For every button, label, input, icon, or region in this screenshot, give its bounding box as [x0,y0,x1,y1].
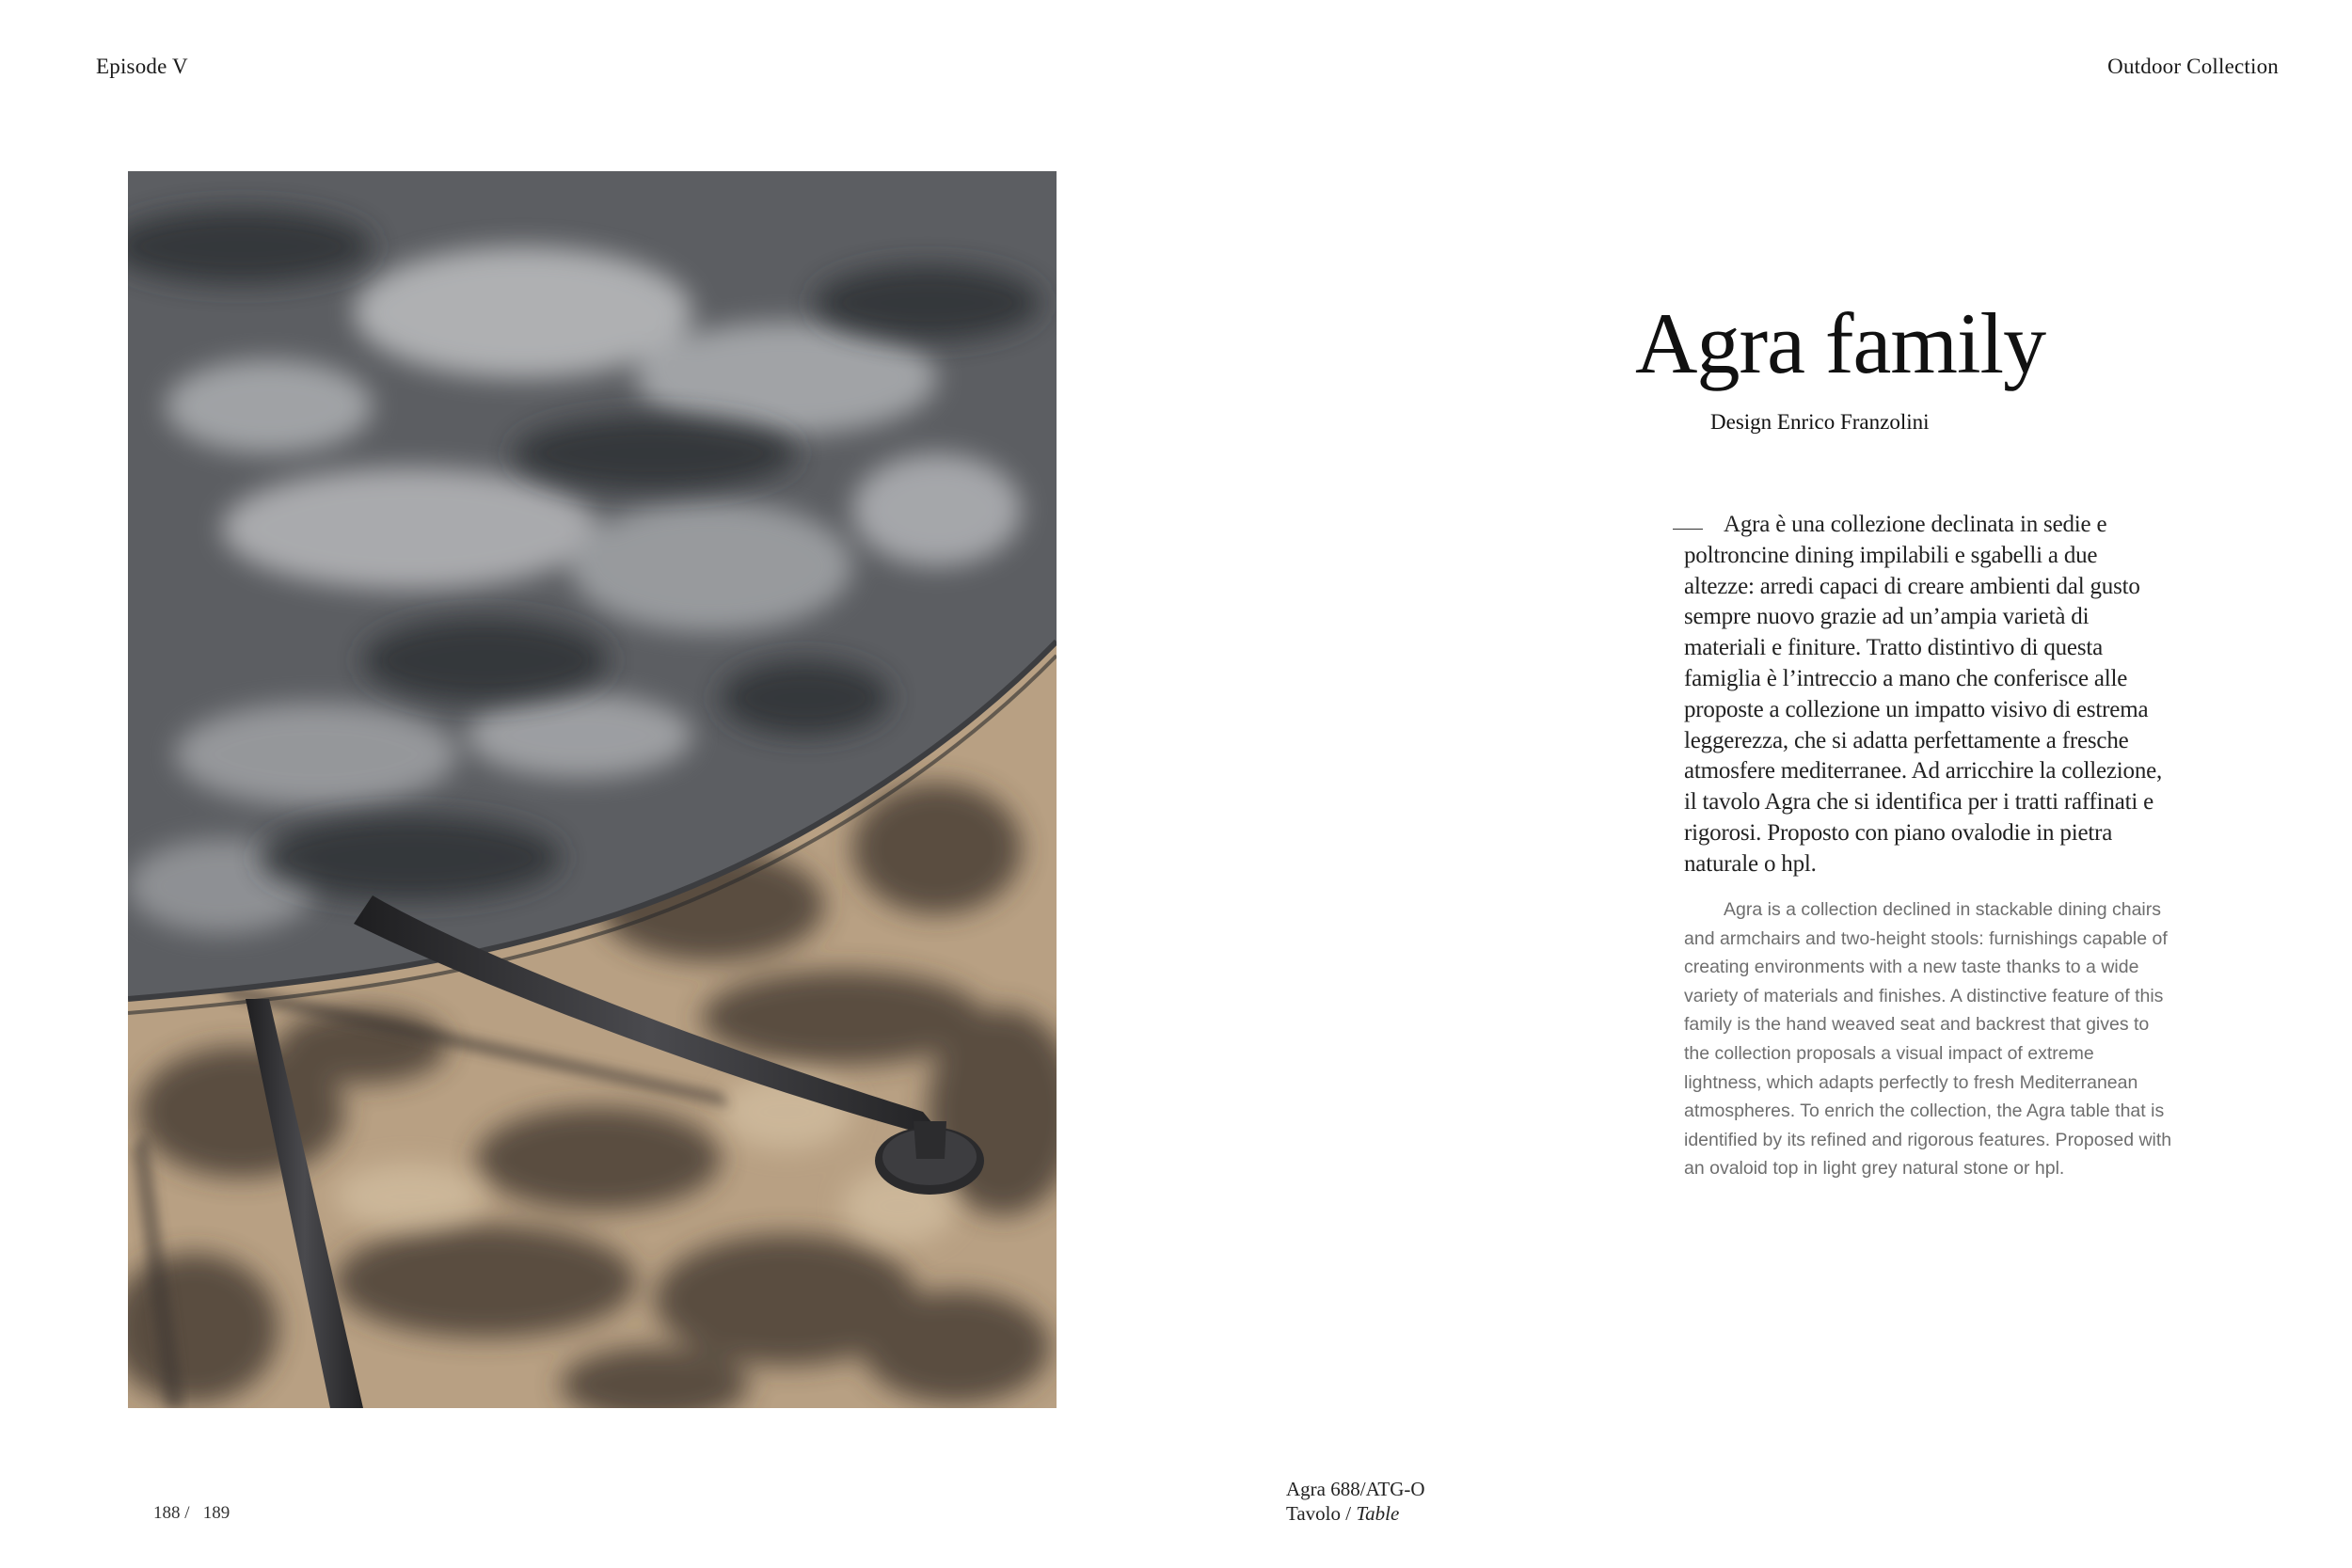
dash-divider [1673,529,1703,530]
product-type-en: Table [1356,1502,1400,1525]
collection-title: Agra family [1635,295,2046,391]
product-type-it: Tavolo [1286,1502,1342,1525]
product-type-separator: / [1341,1502,1357,1525]
description-italian [1684,510,2173,880]
description-italian-text: Agra è una collezione declinata in sedie e poltroncine dining impilabili e sgabelli a due altezze: arredi capaci di creare ambienti dal gusto sempre nuovo grazie ad un’ampia varietà di materiali e finiture. Tratto distintivo di questa famiglia è l’intreccio a mano che conferisce alle proposte a collezione un impatto visivo di estrema leggerezza, che si adatta perfettamente a fresche atmosfere mediterranee. Ad arricchire la collezione, il tavolo Agra che si identifica per i tratti raffinati e rigorosi. Proposto con piano ovalodie in pietra naturale o hpl. [1684,512,2163,877]
product-photo [128,171,1057,1408]
product-caption [1286,1477,1425,1526]
running-header-episode: Episode V [96,55,188,78]
description-english-text: Agra is a collection declined in stackable dining chairs and armchairs and two-height stools: furnishings capable of creating environments with a new taste thanks to a wide variety of materials and finishes. A distinctive feature of this family is the hand weaved seat and backrest that gives to the collection proposals a visual impact of extreme lightness, which adapts perfectly to fresh Mediterranean atmospheres. To enrich the collection, the Agra table that is identified by its refined and rigorous features. Proposed with an ovaloid top in light grey natural stone or hpl. [1684,899,2172,1180]
page-number-left: 188 / [153,1503,190,1523]
product-code: Agra 688/ATG-O [1286,1478,1425,1500]
page-number-right: 189 [202,1503,230,1523]
designer-credit: Design Enrico Franzolini [1710,410,1930,434]
page-numbers [153,1503,230,1524]
running-header-collection: Outdoor Collection [2107,55,2279,78]
description-english [1684,895,2173,1183]
